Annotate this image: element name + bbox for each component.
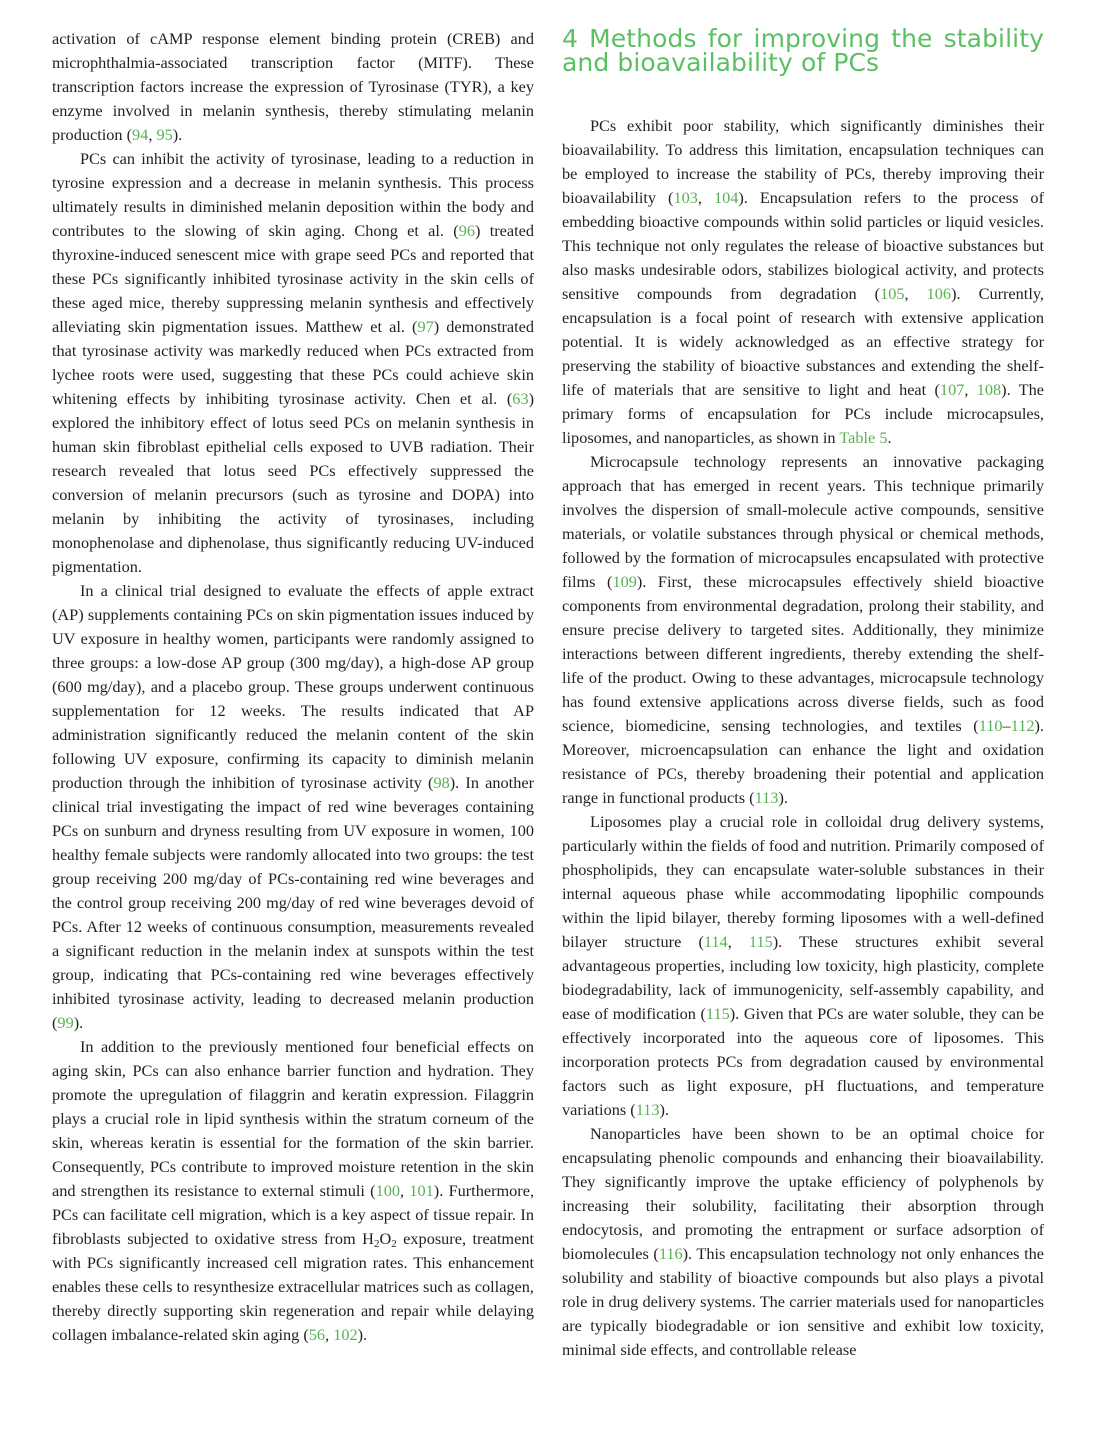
citation-link[interactable]: 94	[132, 125, 149, 144]
text-run: In addition to the previously mentioned four beneficial effects on aging skin, PCs can also enhance barrier function and hydration. They promote the upregulation of filaggrin and keratin expression. Filaggrin plays a crucial role in lipid synthesis within the stratum corneum of the skin, whereas keratin is essential for the formation of the skin barrier. Consequently, PCs contribute to improved moisture retention in the skin and strengthen its resistance to external stimuli (	[52, 1037, 534, 1200]
text-run: PCs can inhibit the activity of tyrosinase, leading to a reduction in tyrosine expression and a decrease in melanin synthesis. This process ultimately results in diminished melanin deposition within the body and contributes to the slowing of skin aging. Chong et al. (	[52, 149, 534, 240]
citation-link[interactable]: 113	[635, 1100, 660, 1119]
citation-link[interactable]: 107	[939, 380, 965, 399]
text-run: Nanoparticles have been shown to be an optimal choice for encapsulating phenolic compounds and enhancing their bioavailability. They significantly improve the uptake efficiency of polyphenols by increasing their solubility, facilitating their absorption through endocytosis, and promoting the entrapment or surface adsorption of biomolecules (	[562, 1124, 1044, 1263]
text-run: ).	[172, 125, 183, 144]
text-run: ,	[400, 1181, 410, 1200]
citation-link[interactable]: 108	[976, 380, 1002, 399]
text-run: ) treated thyroxine-induced senescent mice with grape seed PCs and reported that these PCs significantly inhibited tyrosinase activity in the skin cells of these aged mice, thereby suppressing melanin synthesis and effectively alleviating skin pigmentation issues. Matthew et al. (	[52, 221, 534, 336]
citation-link[interactable]: 95	[156, 125, 173, 144]
citation-link[interactable]: 115	[748, 932, 773, 951]
text-run: ).	[357, 1325, 368, 1344]
citation-link[interactable]: 98	[433, 773, 450, 792]
paragraph	[562, 450, 1044, 810]
left-column	[52, 27, 534, 1347]
text-run: ,	[727, 932, 749, 951]
citation-link[interactable]: 105	[880, 284, 905, 303]
citation-link[interactable]: 97	[417, 317, 434, 336]
citation-link[interactable]: 106	[926, 284, 952, 303]
text-run: –	[1002, 716, 1011, 735]
citation-link[interactable]: 110	[978, 716, 1003, 735]
citation-link[interactable]: 114	[703, 932, 728, 951]
text-run: ,	[697, 188, 714, 207]
text-run: ). Encapsulation refers to the process of embedding bioactive compounds within solid particles or liquid vesicles. This technique not only regulates the release of bioactive substances but also masks undesirable odors, stabilizes biological activity, and protects sensitive compounds from degradation (	[562, 188, 1044, 303]
citation-link[interactable]: 99	[57, 1013, 74, 1032]
text-run: .	[887, 428, 892, 447]
citation-link[interactable]: 113	[754, 788, 779, 807]
citation-link[interactable]: 109	[612, 572, 637, 591]
citation-link[interactable]: 104	[713, 188, 739, 207]
citation-link[interactable]: 56	[308, 1325, 326, 1344]
text-run: ). This encapsulation technology not only enhances the solubility and stability of bioactive compounds but also plays a pivotal role in drug delivery systems. The carrier materials used for nanoparticles are typically biodegradable or ion sensitive and exhibit low toxicity, minimal side effects, and controllable release	[562, 1244, 1044, 1359]
citation-link[interactable]: 116	[658, 1244, 683, 1263]
left-paragraphs	[52, 27, 534, 1347]
text-run: ). These structures exhibit several advantageous properties, including low toxicity, high plasticity, complete biodegradability, lack of immunogenicity, self-assembly capability, and ease of modification (	[562, 932, 1044, 1023]
text-run: ). In another clinical trial investigating the impact of red wine beverages containing PCs on sunburn and dryness resulting from UV exposure in women, 100 healthy female subjects were randomly allocated into two groups: the test group receiving 200 mg/day of PCs-containing red wine beverages and the control group receiving 200 mg/day of red wine beverages devoid of PCs. After 12 weeks of continuous consumption, measurements revealed a significant reduction in the melanin index at sunspots within the test group, indicating that PCs-containing red wine beverages effectively inhibited tyrosinase activity, leading to decreased melanin production (	[52, 773, 534, 1032]
text-run: In a clinical trial designed to evaluate the effects of apple extract (AP) supplements containing PCs on skin pigmentation issues induced by UV exposure in healthy women, participants were randomly assigned to three groups: a low-dose AP group (300 mg/​day), a high-dose AP group (600 mg/day), and a placebo group. These groups underwent continuous supplementation for 12 weeks. The results indicated that AP administration significantly reduced the melanin content of the skin following UV exposure, confirming its capacity to diminish melanin production through the inhibition of tyrosinase activity (	[52, 581, 534, 792]
text-run: ,	[904, 284, 927, 303]
text-run: ). Furthermore, PCs can facilitate cell migration, which is a key aspect of tissue repair. In fibroblasts subjected to oxidative stress from H	[52, 1181, 535, 1248]
right-column	[562, 24, 1044, 1362]
text-run: ). First, these microcapsules effectively shield bioactive components from environmental degradation, prolong their stability, and ensure precise delivery to targeted sites. Additionally, they minimize interactions between different ingredients, thereby extending the shelf-life of the product. Owing to these advantages, microcapsule technology has found extensive applications across diverse fields, such as food science, biomedicine, sensing technologies, and textiles (	[562, 572, 1044, 735]
text-run: ).	[73, 1013, 84, 1032]
text-run: Microcapsule technology represents an innovative packaging approach that has emerged in recent years. This technique primarily involves the dispersion of small-molecule active compounds, sensitive materials, or volatile substances through physical or chemical methods, followed by the formation of microcapsules encapsulated with protective films (	[562, 452, 1044, 591]
subscript: 2	[391, 1238, 397, 1250]
text-run: ). Given that PCs are water soluble, they can be effectively incorporated into the aqueous core of liposomes. This incorporation protects PCs from degradation caused by environmental factors such as light exposure, pH fluctuations, and temperature variations (	[562, 1004, 1044, 1119]
text-run: ,	[325, 1325, 334, 1344]
text-run: Liposomes play a crucial role in colloidal drug delivery systems, particularly within the fields of food and nutrition. Primarily composed of phospholipids, they can encapsulate water-soluble substances in their internal aqueous phase while accommodating lipophilic compounds within the lipid bilayer, thereby forming liposomes with a well-defined bilayer structure (	[562, 812, 1044, 951]
paragraph	[52, 579, 534, 1035]
text-run: O	[379, 1229, 392, 1248]
right-paragraphs	[562, 114, 1044, 1362]
text-run: ).	[778, 788, 788, 807]
paragraph	[562, 1122, 1044, 1362]
text-run: ). The primary forms of encapsulation for PCs include microcapsules, liposomes, and nanoparticles, as shown in	[562, 380, 1044, 447]
text-run: ,	[148, 125, 157, 144]
subscript: 2	[373, 1238, 380, 1250]
text-run: PCs exhibit poor stability, which significantly diminishes their bioavailability. To address this limitation, encapsulation techniques can be employed to increase the stability of PCs, thereby improving their bioavailability (	[562, 116, 1044, 207]
citation-link[interactable]: 100	[375, 1181, 401, 1200]
citation-link[interactable]: 112	[1010, 716, 1035, 735]
text-run: ). Moreover, microencapsulation can enhance the light and oxidation resistance of PCs, thereby broadening their potential and application range in functional products (	[562, 716, 1044, 807]
citation-link[interactable]: 63	[512, 389, 529, 408]
paragraph	[52, 27, 534, 147]
paragraph	[52, 147, 534, 579]
paragraph	[562, 810, 1044, 1122]
text-run: exposure, treatment with PCs significantly increased cell migration rates. This enhancement enables these cells to resynthesize extracellular matrices such as collagen, thereby directly supporting skin regeneration and repair while delaying collagen imbalance-related skin aging (	[52, 1229, 534, 1344]
citation-link[interactable]: 115	[705, 1004, 730, 1023]
section-heading: 4 Methods for improving the stability and bioavailability of PCs	[562, 24, 1044, 77]
text-run: ,	[964, 380, 977, 399]
text-run: activation of cAMP response element binding protein (CREB) and microphthalmia-associated transcription factor (MITF). These transcription factors increase the expression of Tyrosinase (TYR), a key enzyme involved in melanin synthesis, thereby stimulating melanin production (	[52, 29, 534, 144]
text-run: ).	[659, 1100, 670, 1119]
text-run: ) explored the inhibitory effect of lotus seed PCs on melanin synthesis in human skin fibroblast epithelial cells exposed to UVB radiation. Their research revealed that lotus seed PCs effectively suppressed the conversion of melanin precursors (such as tyrosine and DOPA) into melanin by inhibiting the activity of tyrosinases, including monophenolase and diphenolase, thus significantly reducing UV-induced pigmentation.	[52, 389, 534, 576]
text-run: ) demonstrated that tyrosinase activity was markedly reduced when PCs extracted from lychee roots were used, suggesting that these PCs could achieve skin whitening effects by inhibiting tyrosinase activity. Chen et al. (	[52, 317, 535, 408]
paragraph	[562, 114, 1044, 450]
citation-link[interactable]: 101	[409, 1181, 434, 1200]
paragraph	[52, 1035, 534, 1347]
citation-link[interactable]: 96	[458, 221, 475, 240]
table-link[interactable]: Table 5	[839, 428, 888, 447]
text-run: ). Currently, encapsulation is a focal point of research with extensive application potential. It is widely acknowledged as an effective strategy for preserving the stability of bioactive substances and extending the shelf-life of materials that are sensitive to light and heat (	[562, 284, 1044, 399]
citation-link[interactable]: 102	[333, 1325, 358, 1344]
citation-link[interactable]: 103	[673, 188, 698, 207]
